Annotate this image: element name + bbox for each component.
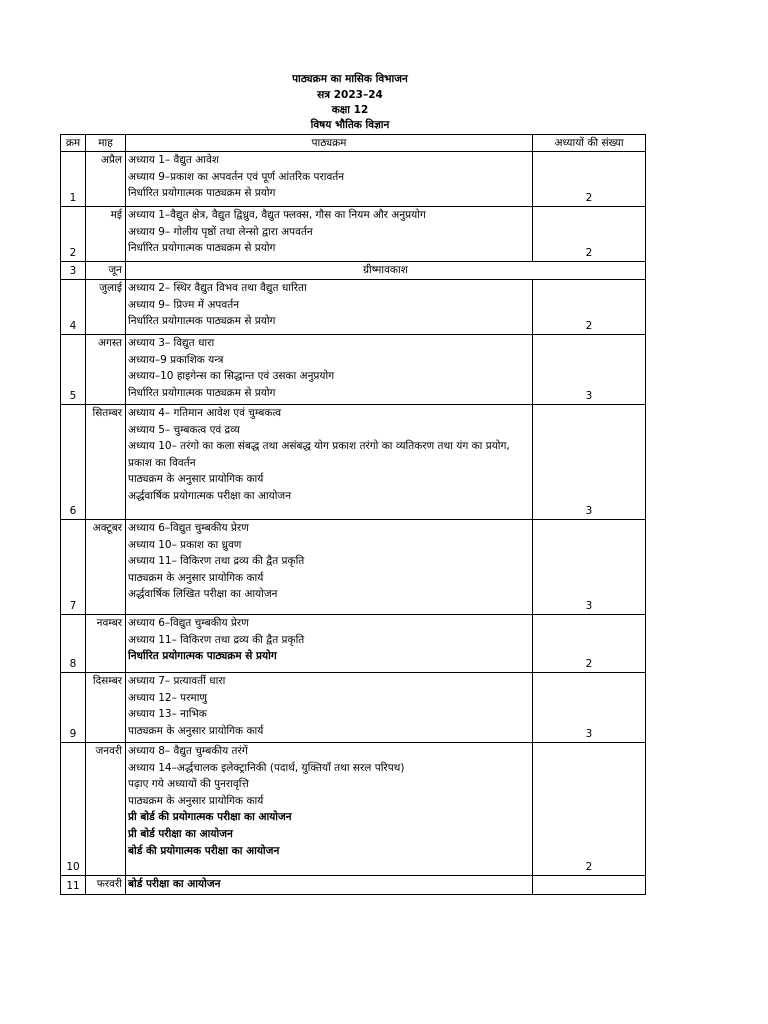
- table-row: [61, 673, 646, 743]
- row-month: जनवरी: [86, 743, 126, 876]
- row-syllabus: [126, 280, 533, 335]
- col-header-month: माह: [86, 135, 126, 152]
- row-month: फरवरी: [86, 876, 126, 895]
- session-label: सत्र 2023–24: [317, 89, 383, 101]
- table-header-row: [61, 135, 646, 152]
- syllabus-line: प्री बोर्ड की प्रयोगात्मक परीक्षा का आयोजन: [128, 811, 292, 824]
- syllabus-line: अध्याय 13– नाभिक: [128, 708, 207, 721]
- row-month: नवम्बर: [86, 615, 126, 673]
- syllabus-line: अध्याय–10 हाइगेन्स का सिद्धान्त एवं उसका अनुप्रयोग: [128, 370, 335, 383]
- row-serial: 11: [61, 876, 86, 895]
- row-syllabus: [126, 673, 533, 743]
- syllabus-line: अध्याय 11– विकिरण तथा द्रव्य की द्वैत प्रकृति: [128, 555, 305, 568]
- syllabus-line: निर्धारित प्रयोगात्मक पाठ्यक्रम से प्रयोग: [128, 187, 276, 200]
- table-body: [61, 152, 646, 895]
- row-month: जुलाई: [86, 280, 126, 335]
- row-month: सितम्बर: [86, 405, 126, 520]
- syllabus-line: पढ़ाए गये अध्यायों की पुनरावृत्ति: [128, 778, 249, 791]
- row-syllabus: [126, 520, 533, 615]
- row-syllabus: [126, 615, 533, 673]
- row-chapter-count: 3: [533, 673, 646, 743]
- row-month: अगस्त: [86, 335, 126, 405]
- row-serial: 9: [61, 673, 86, 743]
- row-chapter-count: 3: [533, 520, 646, 615]
- syllabus-line: अध्याय–9 प्रकाशिक यन्त्र: [128, 353, 224, 366]
- row-chapter-count: 3: [533, 335, 646, 405]
- col-header-serial: क्रम: [61, 135, 86, 152]
- row-month: अप्रैल: [86, 152, 126, 207]
- table-row: [61, 743, 646, 876]
- syllabus-line: अध्याय 11– विकिरण तथा द्रव्य की द्वैत प्रकृति: [128, 633, 305, 646]
- row-syllabus: [126, 405, 533, 520]
- table-row: [61, 615, 646, 673]
- syllabus-line: निर्धारित प्रयोगात्मक पाठ्यक्रम से प्रयोग: [128, 386, 276, 399]
- syllabus-line: अध्याय 6–विद्युत चुम्बकीय प्रेरण: [128, 522, 249, 534]
- row-serial: 8: [61, 615, 86, 673]
- syllabus-line: अध्याय 3– विद्युत धारा: [128, 337, 215, 349]
- row-month: अक्टूबर: [86, 520, 126, 615]
- syllabus-line: पाठ्यक्रम के अनुसार प्रायोगिक कार्य: [128, 571, 264, 584]
- row-serial: 6: [61, 405, 86, 520]
- row-month: जून: [86, 262, 126, 280]
- row-serial: 1: [61, 152, 86, 207]
- syllabus-line: बोर्ड परीक्षा का आयोजन: [128, 878, 221, 890]
- syllabus-line: अध्याय 8– वैद्युत चुम्बकीय तरंगें: [128, 745, 248, 757]
- syllabus-line: अध्याय 9– प्रिज्म में अपवर्तन: [128, 298, 240, 311]
- row-serial: 10: [61, 743, 86, 876]
- row-month: दिसम्बर: [86, 673, 126, 743]
- syllabus-line: अध्याय 14–अर्द्धचालक इलेक्ट्रानिकी (पदार्थ, युक्तियाँ तथा सरल परिपथ): [128, 761, 405, 774]
- table-row: [61, 262, 646, 280]
- syllabus-line: पाठ्यक्रम के अनुसार प्रायोगिक कार्य: [128, 724, 264, 737]
- table-row: [61, 335, 646, 405]
- syllabus-line: अध्याय 12– परमाणु: [128, 691, 208, 704]
- table-row: [61, 405, 646, 520]
- table-row: [61, 280, 646, 335]
- syllabus-line: पाठ्यक्रम के अनुसार प्रायोगिक कार्य: [128, 794, 264, 807]
- syllabus-line: अध्याय 1– वैद्युत आवेश: [128, 154, 219, 166]
- row-syllabus: [126, 876, 533, 895]
- syllabus-line: अध्याय 10– तरंगो का कला संबद्ध तथा असंबद्ध योग प्रकाश तरंगो का व्यतिकरण तथा यंग का प्रयोग, प्रकाश का विवर्तन: [128, 440, 510, 469]
- row-serial: 2: [61, 207, 86, 262]
- syllabus-line: अर्द्धवार्षिक लिखित परीक्षा का आयोजन: [128, 588, 278, 601]
- row-chapter-count: 3: [533, 405, 646, 520]
- syllabus-line: अध्याय 10– प्रकाश का ध्रुवण: [128, 538, 242, 551]
- syllabus-line: निर्धारित प्रयोगात्मक पाठ्यक्रम से प्रयोग: [128, 650, 277, 663]
- table-row: [61, 152, 646, 207]
- table-row: [61, 520, 646, 615]
- row-chapter-count: 2: [533, 152, 646, 207]
- syllabus-line: अध्याय 9– गोलीय पृष्ठों तथा लेन्सो द्वारा अपवर्तन: [128, 225, 313, 238]
- syllabus-table: [60, 134, 646, 895]
- syllabus-line: अध्याय 6–विद्युत चुम्बकीय प्रेरण: [128, 617, 249, 629]
- syllabus-line: अध्याय 2– स्थिर वैद्युत विभव तथा वैद्युत धारिता: [128, 282, 307, 294]
- table-row: [61, 876, 646, 895]
- syllabus-line: अध्याय 4– गतिमान आवेश एवं चुम्बकत्व: [128, 407, 282, 419]
- row-serial: 7: [61, 520, 86, 615]
- syllabus-line: अध्याय 5– चुम्बकत्व एवं द्रव्य: [128, 423, 240, 436]
- row-syllabus: [126, 207, 533, 262]
- syllabus-line: अध्याय 9–प्रकाश का अपवर्तन एवं पूर्ण आंतरिक परावर्तन: [128, 170, 345, 183]
- row-serial: 4: [61, 280, 86, 335]
- row-chapter-count: 2: [533, 280, 646, 335]
- syllabus-line: बोर्ड की प्रयोगात्मक परीक्षा का आयोजन: [128, 844, 280, 857]
- row-chapter-count: 2: [533, 615, 646, 673]
- syllabus-line: प्री बोर्ड परीक्षा का आयोजन: [128, 827, 233, 840]
- row-chapter-count: [533, 876, 646, 895]
- syllabus-line: अध्याय 7– प्रत्यावर्ती धारा: [128, 675, 226, 687]
- row-syllabus: [126, 152, 533, 207]
- col-header-syllabus: पाठ्यक्रम: [126, 135, 533, 152]
- syllabus-line: पाठ्यक्रम के अनुसार प्रायोगिक कार्य: [128, 473, 264, 486]
- row-syllabus: [126, 335, 533, 405]
- row-vacation-label: ग्रीष्मावकाश: [126, 262, 646, 280]
- row-chapter-count: 2: [533, 207, 646, 262]
- subject-label: विषय भौतिक विज्ञान: [310, 119, 390, 131]
- row-serial: 5: [61, 335, 86, 405]
- row-month: मई: [86, 207, 126, 262]
- document-title: पाठ्यक्रम का मासिक विभाजन: [292, 73, 408, 85]
- table-row: [61, 207, 646, 262]
- syllabus-line: अध्याय 1–वैद्युत क्षेत्र, वैद्युत द्विध्रुव, वैद्युत फ्लक्स, गौस का नियम और अनुप्रयोग: [128, 209, 426, 221]
- col-header-chapter-count: अध्यायों की संख्या: [533, 135, 646, 152]
- class-label: कक्षा 12: [331, 104, 369, 116]
- row-serial: 3: [61, 262, 86, 280]
- row-syllabus: [126, 743, 533, 876]
- row-chapter-count: 2: [533, 743, 646, 876]
- syllabus-line: निर्धारित प्रयोगात्मक पाठ्यक्रम से प्रयोग: [128, 315, 276, 328]
- syllabus-line: निर्धारित प्रयोगात्मक पाठ्यक्रम से प्रयोग: [128, 242, 276, 255]
- syllabus-line: अर्द्धवार्षिक प्रयोगात्मक परीक्षा का आयोजन: [128, 489, 292, 502]
